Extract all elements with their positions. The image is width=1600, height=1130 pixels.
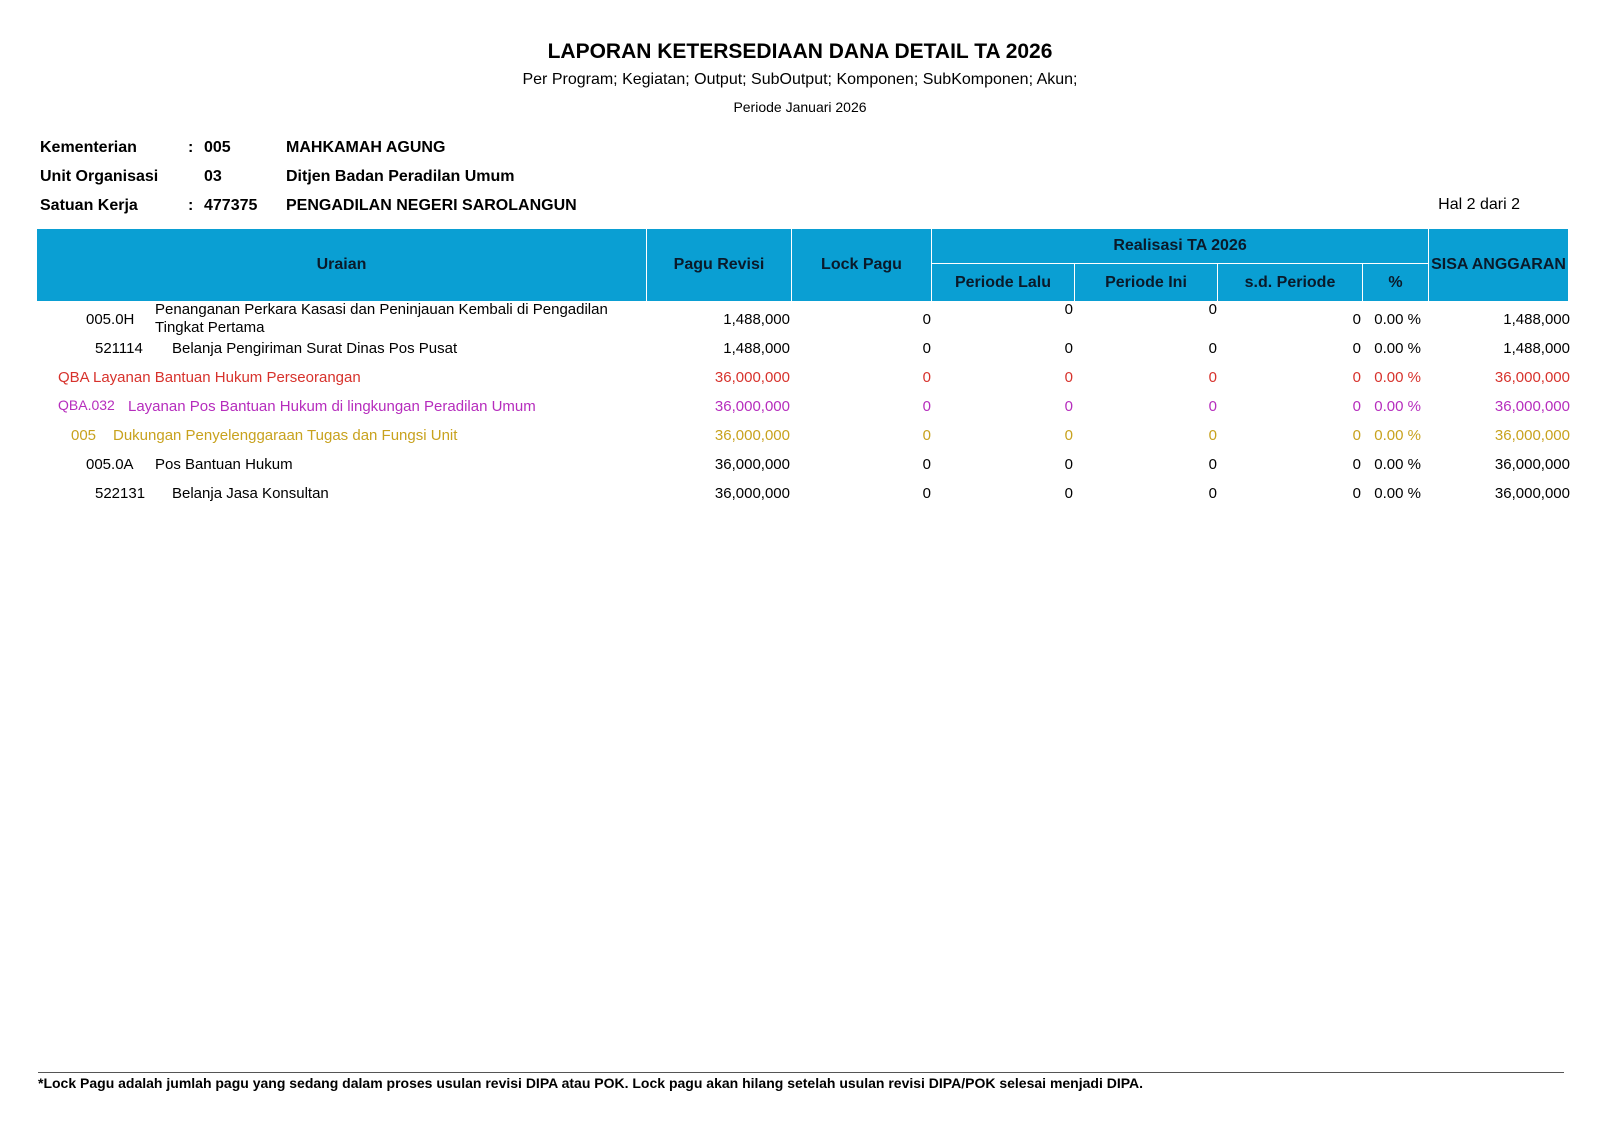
row-periode-ini: 0 (1208, 340, 1217, 357)
row-desc: Belanja Jasa Konsultan (172, 485, 329, 502)
row-desc-line2: Tingkat Pertama (155, 319, 265, 336)
row-lock: 0 (922, 311, 931, 328)
row-lock: 0 (922, 427, 931, 444)
row-persen: 0.00 % (1374, 456, 1421, 473)
row-desc: Pos Bantuan Hukum (155, 456, 293, 473)
page-indicator: Hal 2 dari 2 (1438, 196, 1520, 213)
row-periode-ini: 0 (1208, 456, 1217, 473)
row-sd-periode: 0 (1352, 311, 1361, 328)
row-pagu: 1,488,000 (723, 340, 790, 357)
row-periode-lalu: 0 (1064, 485, 1073, 502)
row-persen: 0.00 % (1374, 427, 1421, 444)
row-sd-periode: 0 (1352, 340, 1361, 357)
footer-divider (38, 1072, 1564, 1073)
row-lock: 0 (922, 340, 931, 357)
satker-label: Satuan Kerja (40, 197, 138, 214)
row-desc: Penanganan Perkara Kasasi dan Peninjauan Kembali di Pengadilan (155, 301, 608, 318)
row-code: 005.0A (86, 456, 134, 473)
row-code: QBA.032 (58, 397, 115, 413)
row-periode-ini: 0 (1208, 485, 1217, 502)
header-realisasi: Realisasi TA 2026 (932, 229, 1429, 264)
kementerian-label: Kementerian (40, 139, 137, 156)
header-periode-lalu: Periode Lalu (932, 264, 1075, 302)
row-persen: 0.00 % (1374, 369, 1421, 386)
row-sd-periode: 0 (1352, 456, 1361, 473)
header-sd-periode: s.d. Periode (1218, 264, 1363, 302)
table-row (0, 427, 1600, 455)
row-pagu: 1,488,000 (723, 311, 790, 328)
row-periode-lalu: 0 (1064, 369, 1073, 386)
row-periode-ini: 0 (1208, 301, 1217, 318)
table-row (0, 301, 1600, 339)
row-sisa: 1,488,000 (1503, 311, 1570, 328)
row-lock: 0 (922, 369, 931, 386)
satker-name: PENGADILAN NEGERI SAROLANGUN (286, 197, 577, 214)
table-row (0, 398, 1600, 426)
row-periode-ini: 0 (1208, 398, 1217, 415)
row-lock: 0 (922, 456, 931, 473)
row-periode-lalu: 0 (1064, 340, 1073, 357)
report-subtitle: Per Program; Kegiatan; Output; SubOutput; Komponen; SubKomponen; Akun; (522, 71, 1078, 88)
table-row (0, 485, 1600, 513)
footnote: *Lock Pagu adalah jumlah pagu yang sedang dalam proses usulan revisi DIPA atau POK. Lock pagu akan hilang setelah usulan revisi DIPA/POK selesai menjadi DIPA. (38, 1075, 1144, 1091)
row-persen: 0.00 % (1374, 398, 1421, 415)
header-persen: % (1363, 264, 1429, 302)
satker-colon: : (188, 197, 194, 214)
row-code: 521114 (95, 340, 143, 357)
row-lock: 0 (922, 485, 931, 502)
row-code: 005.0H (86, 311, 135, 328)
table-body (0, 301, 1600, 521)
row-sisa: 36,000,000 (1494, 427, 1570, 444)
row-desc: Layanan Pos Bantuan Hukum di lingkungan Peradilan Umum (128, 398, 536, 415)
row-code: 005 (71, 427, 97, 444)
row-sd-periode: 0 (1352, 485, 1361, 502)
row-code: 522131 (95, 485, 146, 502)
row-periode-ini: 0 (1208, 427, 1217, 444)
report-period: Periode Januari 2026 (733, 99, 867, 115)
row-code: QBA (58, 369, 90, 386)
header-periode-ini: Periode Ini (1075, 264, 1218, 302)
row-pagu: 36,000,000 (714, 398, 790, 415)
table-row (0, 456, 1600, 484)
row-periode-lalu: 0 (1064, 456, 1073, 473)
header-lock-pagu: Lock Pagu (792, 229, 932, 302)
row-pagu: 36,000,000 (714, 456, 790, 473)
report-title: LAPORAN KETERSEDIAAN DANA DETAIL TA 2026 (547, 40, 1053, 63)
table-row (0, 369, 1600, 397)
row-sisa: 36,000,000 (1494, 456, 1570, 473)
row-periode-lalu: 0 (1064, 398, 1073, 415)
row-sd-periode: 0 (1352, 427, 1361, 444)
header-sisa-anggaran: SISA ANGGARAN (1429, 229, 1569, 302)
row-lock: 0 (922, 398, 931, 415)
row-desc: Dukungan Penyelenggaraan Tugas dan Fungsi Unit (113, 427, 458, 444)
row-desc: Belanja Pengiriman Surat Dinas Pos Pusat (172, 340, 458, 357)
header-uraian: Uraian (37, 229, 647, 302)
table-row (0, 340, 1600, 368)
row-periode-lalu: 0 (1064, 301, 1073, 318)
satker-code: 477375 (204, 197, 258, 214)
row-persen: 0.00 % (1374, 340, 1421, 357)
row-periode-lalu: 0 (1064, 427, 1073, 444)
kementerian-name: MAHKAMAH AGUNG (286, 139, 446, 156)
row-sd-periode: 0 (1352, 369, 1361, 386)
unit-name: Ditjen Badan Peradilan Umum (286, 168, 515, 185)
unit-label: Unit Organisasi (40, 168, 159, 185)
row-sisa: 36,000,000 (1494, 398, 1570, 415)
row-sisa: 36,000,000 (1494, 485, 1570, 502)
table-header (36, 228, 1569, 302)
row-desc: Layanan Bantuan Hukum Perseorangan (93, 369, 361, 386)
row-persen: 0.00 % (1374, 311, 1421, 328)
row-pagu: 36,000,000 (714, 369, 790, 386)
row-sd-periode: 0 (1352, 398, 1361, 415)
kementerian-colon: : (188, 139, 194, 156)
kementerian-code: 005 (204, 139, 231, 156)
row-sisa: 36,000,000 (1494, 369, 1570, 386)
header-pagu-revisi: Pagu Revisi (647, 229, 792, 302)
row-periode-ini: 0 (1208, 369, 1217, 386)
unit-code: 03 (204, 168, 222, 185)
row-pagu: 36,000,000 (714, 485, 790, 502)
row-pagu: 36,000,000 (714, 427, 790, 444)
row-persen: 0.00 % (1374, 485, 1421, 502)
row-sisa: 1,488,000 (1503, 340, 1570, 357)
